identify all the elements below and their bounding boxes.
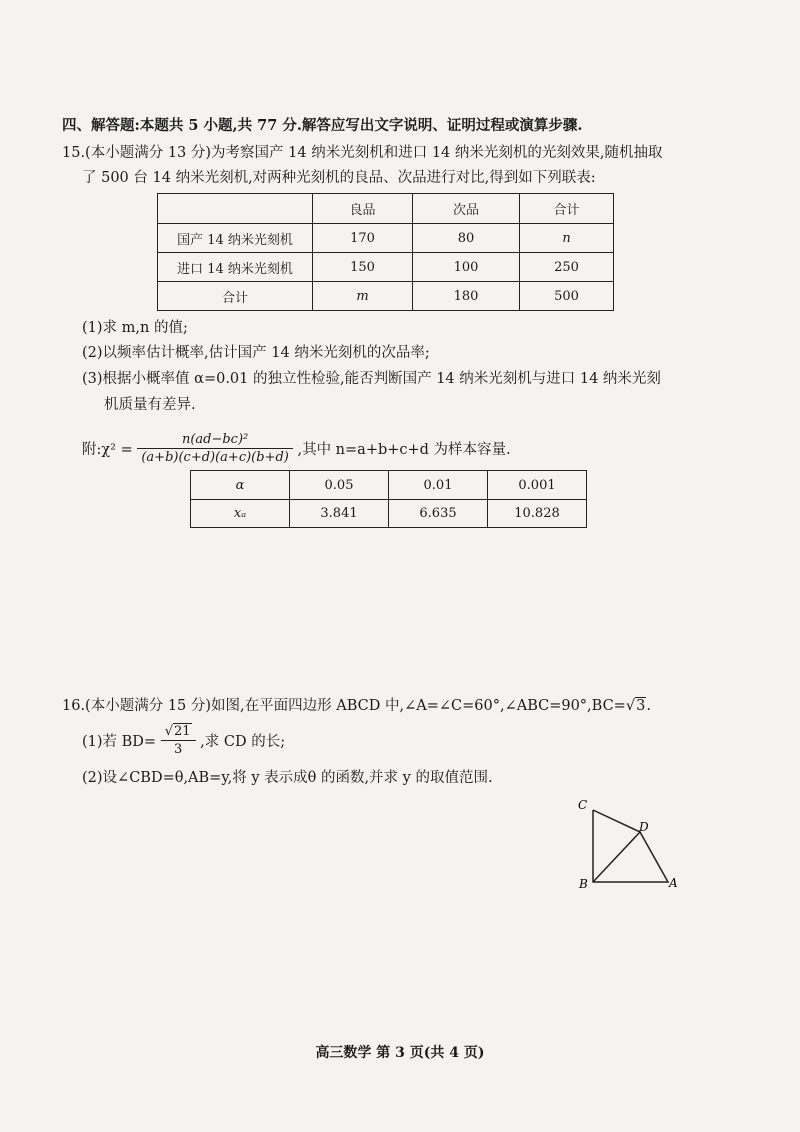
bd-numerator [161, 724, 196, 741]
label-d: D [639, 820, 649, 834]
table-row [158, 224, 614, 253]
q15-sub2: (2)以频率估计概率,估计国产 14 纳米光刻机的次品率; [82, 345, 430, 361]
table-cell: 0.001 [488, 471, 587, 500]
table-cell: 250 [520, 253, 614, 282]
section-header: 四、解答题:本题共 5 小题,共 77 分.解答应写出文字说明、证明过程或演算步骤. [62, 117, 583, 134]
table-row [191, 500, 587, 528]
bd-radicand: 21 [174, 724, 191, 739]
q16-sub2: (2)设∠CBD=θ,AB=y,将 y 表示成θ 的函数,并求 y 的取值范围. [82, 770, 493, 786]
table-cell: n [520, 224, 614, 253]
chi-square-formula [82, 432, 511, 465]
table-cell: 150 [313, 253, 413, 282]
bd-fraction [161, 724, 196, 757]
q15-sub3-line1: (3)根据小概率值 α=0.01 的独立性检验,能否判断国产 14 纳米光刻机与进口 14 纳米光刻 [82, 371, 661, 387]
bc-radicand: 3 [636, 698, 646, 714]
formula-fraction [137, 432, 293, 465]
q15-line1: 15.(本小题满分 13 分)为考察国产 14 纳米光刻机和进口 14 纳米光刻机的光刻效果,随机抽取 [62, 145, 663, 161]
bd-denominator: 3 [173, 742, 183, 757]
critical-value-table [190, 470, 587, 528]
table-cell: 良品 [313, 194, 413, 224]
q15-sub3-line2: 机质量有差异. [104, 397, 196, 413]
table-cell: 合计 [158, 282, 313, 311]
q15-line2: 了 500 台 14 纳米光刻机,对两种光刻机的良品、次品进行对比,得到如下列联表: [82, 170, 596, 186]
formula-prefix: 附:χ² = [82, 442, 133, 458]
table-cell: 3.841 [290, 500, 389, 528]
formula-denominator: (a+b)(c+d)(a+c)(b+d) [141, 450, 289, 465]
page-footer: 高三数学 第 3 页(共 4 页) [315, 1045, 485, 1061]
q16-sub1 [82, 724, 285, 757]
table-cell: α [191, 471, 290, 500]
table-cell: 10.828 [488, 500, 587, 528]
label-c: C [578, 798, 588, 812]
table-cell: 180 [413, 282, 520, 311]
q16-period: . [646, 698, 651, 714]
quadrilateral-outline [593, 810, 668, 882]
label-a: A [669, 876, 678, 890]
table-cell: 合计 [520, 194, 614, 224]
table-cell: 80 [413, 224, 520, 253]
table-cell: 次品 [413, 194, 520, 224]
quadrilateral-figure [570, 795, 690, 895]
table-cell: 国产 14 纳米光刻机 [158, 224, 313, 253]
table-cell: 0.01 [389, 471, 488, 500]
table-row [158, 253, 614, 282]
q16-line1 [62, 696, 651, 716]
table-cell: 170 [313, 224, 413, 253]
formula-suffix: ,其中 n=a+b+c+d 为样本容量. [297, 442, 511, 458]
label-b: B [579, 877, 588, 891]
sqrt-symbol: √ [625, 698, 636, 714]
sqrt-symbol: √ [164, 724, 173, 739]
q16-sub1-prefix: (1)若 BD= [82, 734, 157, 750]
table-cell: 500 [520, 282, 614, 311]
table-row [158, 282, 614, 311]
table-row [191, 471, 587, 500]
formula-numerator: n(ad−bc)² [137, 432, 293, 449]
contingency-table [157, 193, 614, 311]
table-cell: 0.05 [290, 471, 389, 500]
table-cell: m [313, 282, 413, 311]
table-cell: 6.635 [389, 500, 488, 528]
table-header-row [158, 194, 614, 224]
table-cell [158, 194, 313, 224]
table-cell: xₐ [191, 500, 290, 528]
q15-sub1: (1)求 m,n 的值; [82, 320, 188, 336]
table-cell: 进口 14 纳米光刻机 [158, 253, 313, 282]
diagonal-bd [593, 832, 640, 882]
q16-sub1-suffix: ,求 CD 的长; [200, 734, 286, 750]
table-cell: 100 [413, 253, 520, 282]
q16-text: 16.(本小题满分 15 分)如图,在平面四边形 ABCD 中,∠A=∠C=60°,∠ABC=90°,BC= [62, 698, 626, 714]
